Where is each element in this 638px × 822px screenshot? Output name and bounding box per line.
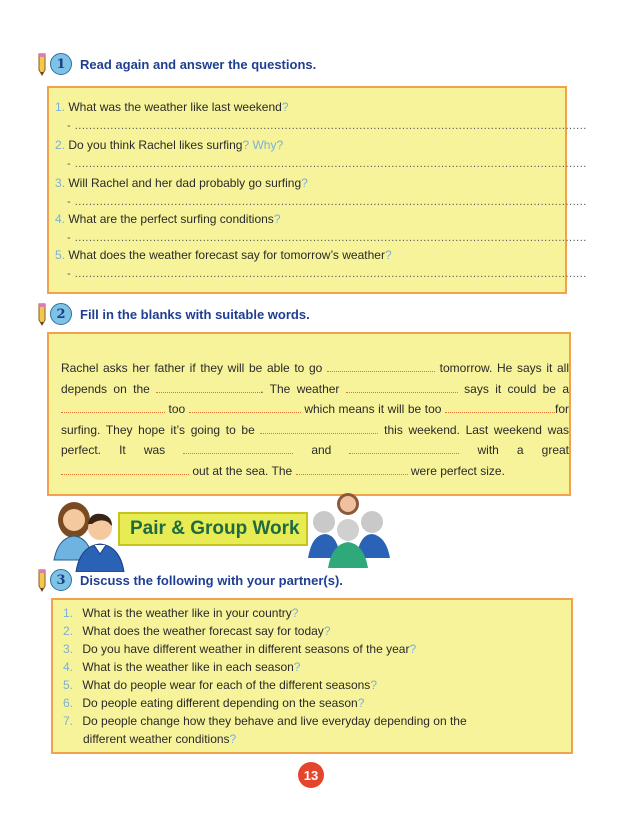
discussion-box — [51, 598, 573, 754]
answer-line[interactable]: - ................................................................................................................................................ — [67, 158, 587, 170]
section-number: 2 — [50, 303, 72, 325]
section-number: 1 — [50, 53, 72, 75]
blank-field[interactable] — [156, 381, 260, 393]
blank-field[interactable] — [183, 442, 293, 454]
blank-field[interactable] — [61, 401, 165, 413]
answer-line[interactable]: - ................................................................................................................................................ — [67, 196, 587, 208]
students-pair-illustration — [48, 490, 128, 572]
blank-field[interactable] — [296, 463, 408, 475]
question-3: 3. Will Rachel and her dad probably go surfing? — [55, 176, 308, 190]
answer-line[interactable]: - ................................................................................................................................................ — [67, 120, 587, 132]
section-2-header — [36, 302, 310, 326]
discussion-item: 7. Do people change how they behave and live everyday depending on the — [63, 714, 467, 728]
section-title: Fill in the blanks with suitable words. — [80, 306, 310, 322]
discussion-item: 2. What does the weather forecast say for today? — [63, 624, 331, 638]
section-3-header — [36, 568, 343, 592]
discussion-item: 3. Do you have different weather in different seasons of the year? — [63, 642, 417, 656]
section-number: 3 — [50, 569, 72, 591]
fill-paragraph: Rachel asks her father if they will be able to go tomorrow. He says it all depends on the . The weather says it could be a too which means it will be too for surfing. They hope it’s going to be this weekend. Last weekend was perfect. It was and with a great out at the sea. The were perfect size. — [61, 361, 569, 478]
fill-blanks-box — [47, 332, 571, 496]
section-title: Read again and answer the questions. — [80, 56, 317, 72]
question-5: 5. What does the weather forecast say for tomorrow’s weather? — [55, 248, 392, 262]
blank-field[interactable] — [189, 401, 301, 413]
questions-box — [47, 86, 587, 294]
question-4: 4. What are the perfect surfing conditions? — [55, 212, 281, 226]
section-1-header — [36, 52, 316, 76]
discussion-item: 5. What do people wear for each of the different seasons? — [63, 678, 377, 692]
page-number-badge: 13 — [298, 762, 324, 788]
answer-line[interactable]: - ................................................................................................................................................ — [67, 268, 587, 280]
discussion-item-continuation: different weather conditions? — [83, 732, 237, 746]
pencil-icon — [36, 302, 48, 326]
question-2: 2. Do you think Rachel likes surfing? Why? — [55, 138, 284, 152]
discussion-item: 4. What is the weather like in each season? — [63, 660, 301, 674]
pencil-icon — [36, 568, 48, 592]
section-title: Discuss the following with your partner(s). — [80, 572, 343, 588]
blank-field[interactable] — [61, 463, 189, 475]
pencil-icon — [36, 52, 48, 76]
blank-field[interactable] — [349, 442, 459, 454]
blank-field[interactable] — [346, 381, 458, 393]
blank-field[interactable] — [445, 401, 555, 413]
answer-line[interactable]: - ................................................................................................................................................ — [67, 232, 587, 244]
discussion-item: 1. What is the weather like in your country? — [63, 606, 299, 620]
question-1: 1. What was the weather like last weekend? — [55, 100, 289, 114]
blank-field[interactable] — [260, 422, 378, 434]
discussion-item: 6. Do people eating different depending on the season? — [63, 696, 365, 710]
group-students-illustration — [304, 486, 394, 568]
blank-field[interactable] — [327, 360, 435, 372]
pair-group-work-banner — [118, 512, 308, 546]
banner-label: Pair & Group Work — [130, 518, 300, 539]
